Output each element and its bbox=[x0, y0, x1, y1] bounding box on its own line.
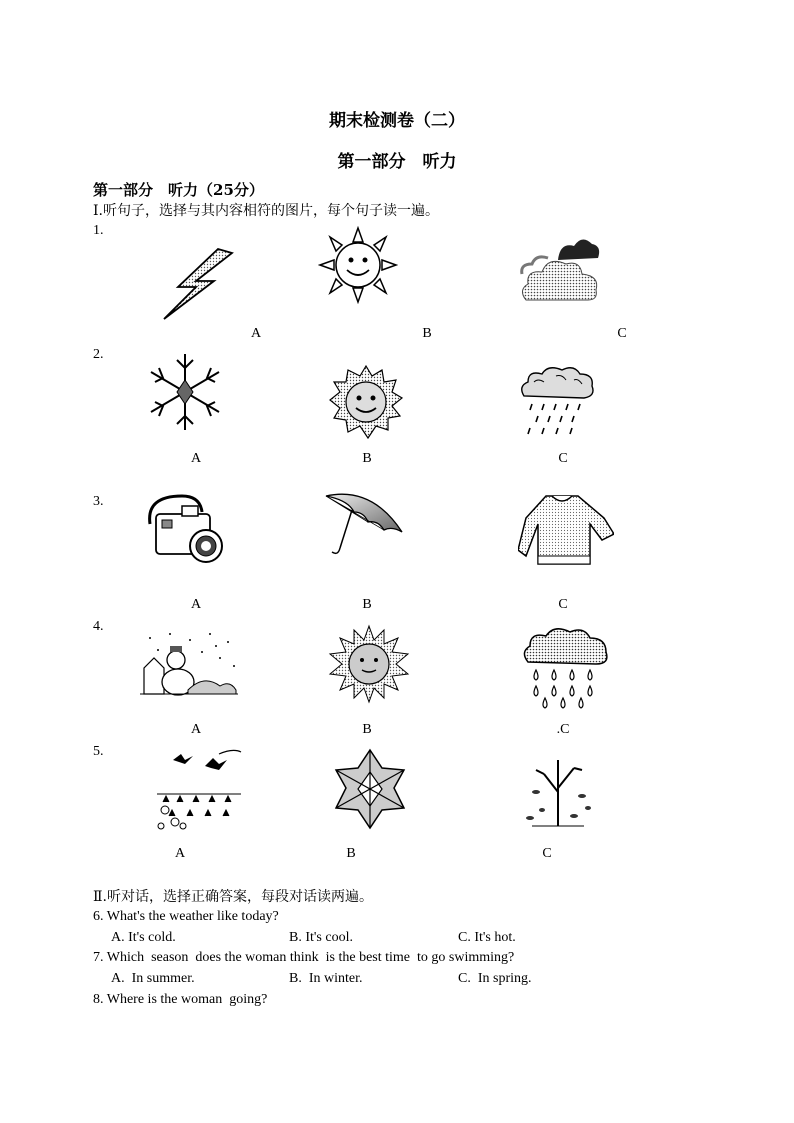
option-label: .C bbox=[556, 722, 570, 737]
option-label: B bbox=[346, 846, 356, 861]
answer-option: C. It's hot. bbox=[458, 930, 516, 945]
rain-cloud-icon bbox=[520, 624, 610, 710]
question-number: 4. bbox=[93, 619, 104, 634]
umbrella-icon bbox=[322, 490, 406, 560]
answer-option: C. In spring. bbox=[458, 971, 532, 986]
camera-icon bbox=[142, 490, 226, 566]
hot-sun-icon bbox=[328, 364, 404, 440]
answer-option: B. In winter. bbox=[289, 971, 363, 986]
option-label: B bbox=[362, 597, 372, 612]
page-title: 期末检测卷（二） bbox=[329, 111, 465, 131]
question-number: 5. bbox=[93, 744, 104, 759]
option-label: C bbox=[542, 846, 552, 861]
question-prompt: 7. Which season does the woman think is the best time to go swimming? bbox=[93, 950, 515, 965]
option-label: A bbox=[190, 597, 202, 612]
option-label: B bbox=[362, 722, 372, 737]
section2-instruction: Ⅱ.听对话，选择正确答案，每段对话读两遍。 bbox=[93, 889, 373, 905]
option-label: A bbox=[190, 451, 202, 466]
answer-option: A. It's cold. bbox=[111, 930, 176, 945]
snowman-icon bbox=[140, 628, 238, 698]
question-prompt: 6. What's the weather like today? bbox=[93, 909, 279, 924]
sun-icon bbox=[326, 624, 412, 704]
part-heading: 第一部分 听力（25分） bbox=[93, 181, 264, 199]
question-number: 1. bbox=[93, 223, 104, 238]
sun-icon bbox=[318, 226, 398, 304]
option-label: B bbox=[422, 326, 432, 341]
sweater-icon bbox=[518, 490, 614, 566]
snowflake-icon bbox=[145, 350, 225, 434]
section1-instruction: Ⅰ.听句子，选择与其内容相符的图片，每个句子读一遍。 bbox=[93, 203, 439, 219]
option-label: A bbox=[174, 846, 186, 861]
option-label: A bbox=[190, 722, 202, 737]
question-number: 2. bbox=[93, 347, 104, 362]
rain-cloud-icon bbox=[518, 364, 596, 440]
option-label: C bbox=[617, 326, 627, 341]
cloudy-icon bbox=[518, 234, 602, 304]
question-prompt: 8. Where is the woman going? bbox=[93, 992, 268, 1007]
page-subtitle: 第一部分 听力 bbox=[337, 152, 457, 172]
option-label: C bbox=[558, 451, 568, 466]
option-label: A bbox=[250, 326, 262, 341]
spring-icon bbox=[153, 746, 243, 832]
option-label: B bbox=[362, 451, 372, 466]
answer-option: B. It's cool. bbox=[289, 930, 353, 945]
option-label: C bbox=[558, 597, 568, 612]
answer-option: A. In summer. bbox=[111, 971, 195, 986]
lightning-icon bbox=[158, 245, 236, 323]
question-number: 3. bbox=[93, 494, 104, 509]
autumn-tree-icon bbox=[522, 752, 592, 828]
snowflake-icon bbox=[328, 748, 412, 830]
